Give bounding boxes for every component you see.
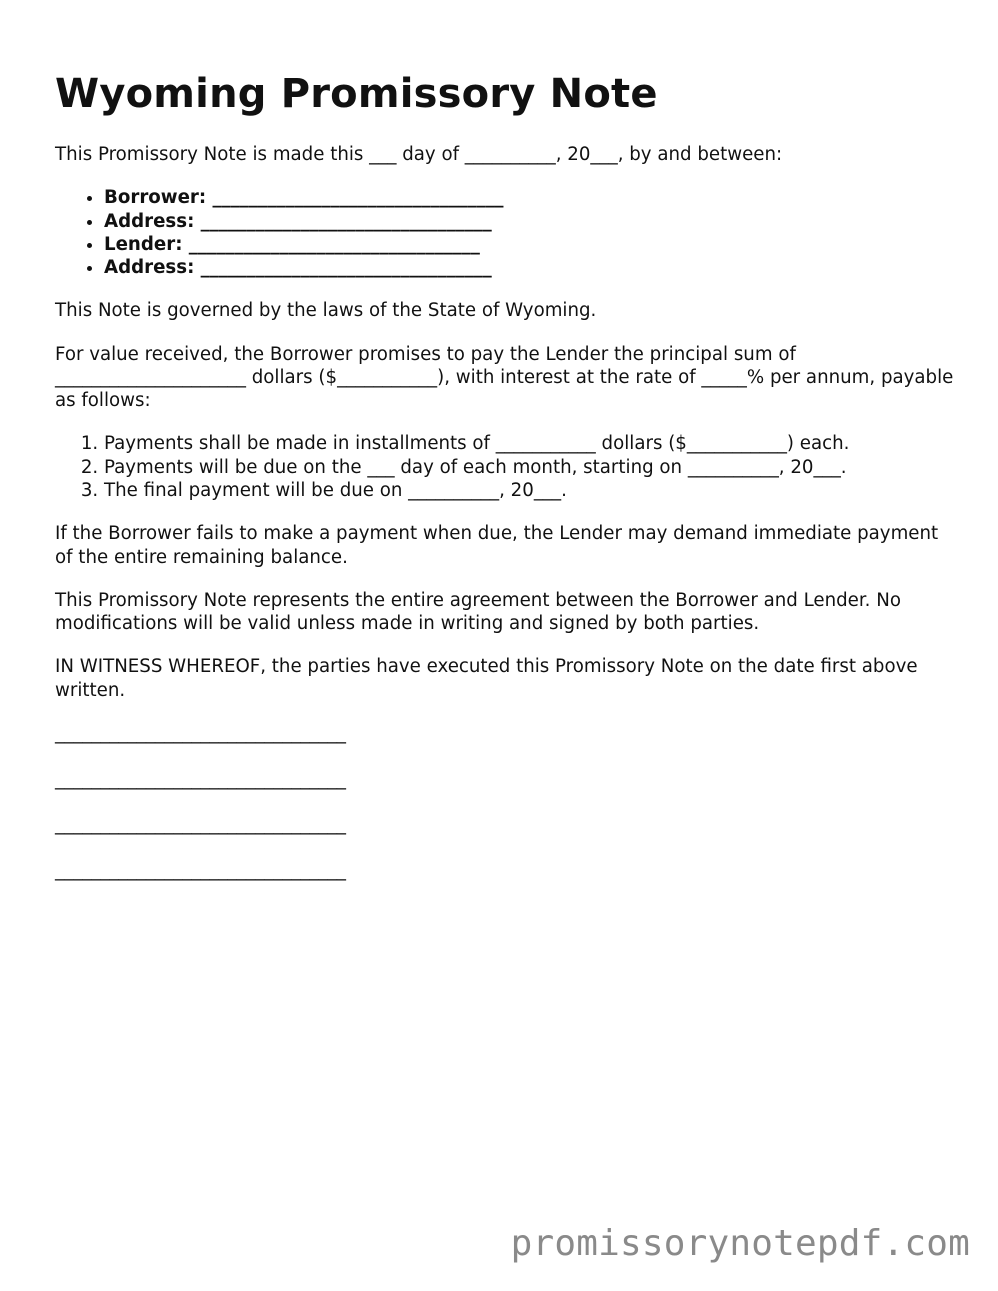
party-lender-address: • Address: ________________________________ (104, 256, 955, 279)
watermark-text: promissorynotepdf.com (510, 1223, 970, 1264)
payment-terms-list (55, 432, 955, 502)
principal-paragraph: For value received, the Borrower promises to pay the Lender the principal sum of _____________________ dollars ($___________), with interest at the rate of _____% per annum, payable as follows: (55, 343, 954, 412)
party-borrower-address: • Address: ________________________________ (104, 210, 955, 233)
parties-list (55, 186, 955, 280)
signature-line: ________________________________ (55, 722, 346, 744)
entire-agreement-paragraph: This Promissory Note represents the entire agreement between the Borrower and Lender. No modifications will be valid unless made in writing and signed by both parties. (55, 589, 901, 635)
document-title: Wyoming Promissory Note (55, 71, 658, 117)
signature-line: ________________________________ (55, 768, 346, 790)
payment-term-final: 3. The final payment will be due on __________, 20___. (104, 479, 955, 502)
payment-term-due-date: 2. Payments will be due on the ___ day of each month, starting on __________, 20___. (104, 456, 955, 479)
signature-block (55, 722, 955, 883)
intro-paragraph: This Promissory Note is made this ___ day of __________, 20___, by and between: (55, 144, 783, 165)
governing-law-paragraph: This Note is governed by the laws of the State of Wyoming. (55, 300, 597, 322)
party-lender: • Lender: ________________________________ (104, 233, 955, 256)
signature-line: ________________________________ (55, 860, 346, 882)
default-paragraph: If the Borrower fails to make a payment when due, the Lender may demand immediate payment of the entire remaining balance. (55, 523, 939, 568)
signature-line: ________________________________ (55, 814, 346, 836)
witness-paragraph: IN WITNESS WHEREOF, the parties have executed this Promissory Note on the date first above written. (55, 656, 918, 701)
payment-term-installments: 1. Payments shall be made in installments of ___________ dollars ($___________) each. (104, 432, 955, 455)
party-borrower: • Borrower: ________________________________ (104, 186, 955, 209)
document-body (55, 143, 955, 883)
